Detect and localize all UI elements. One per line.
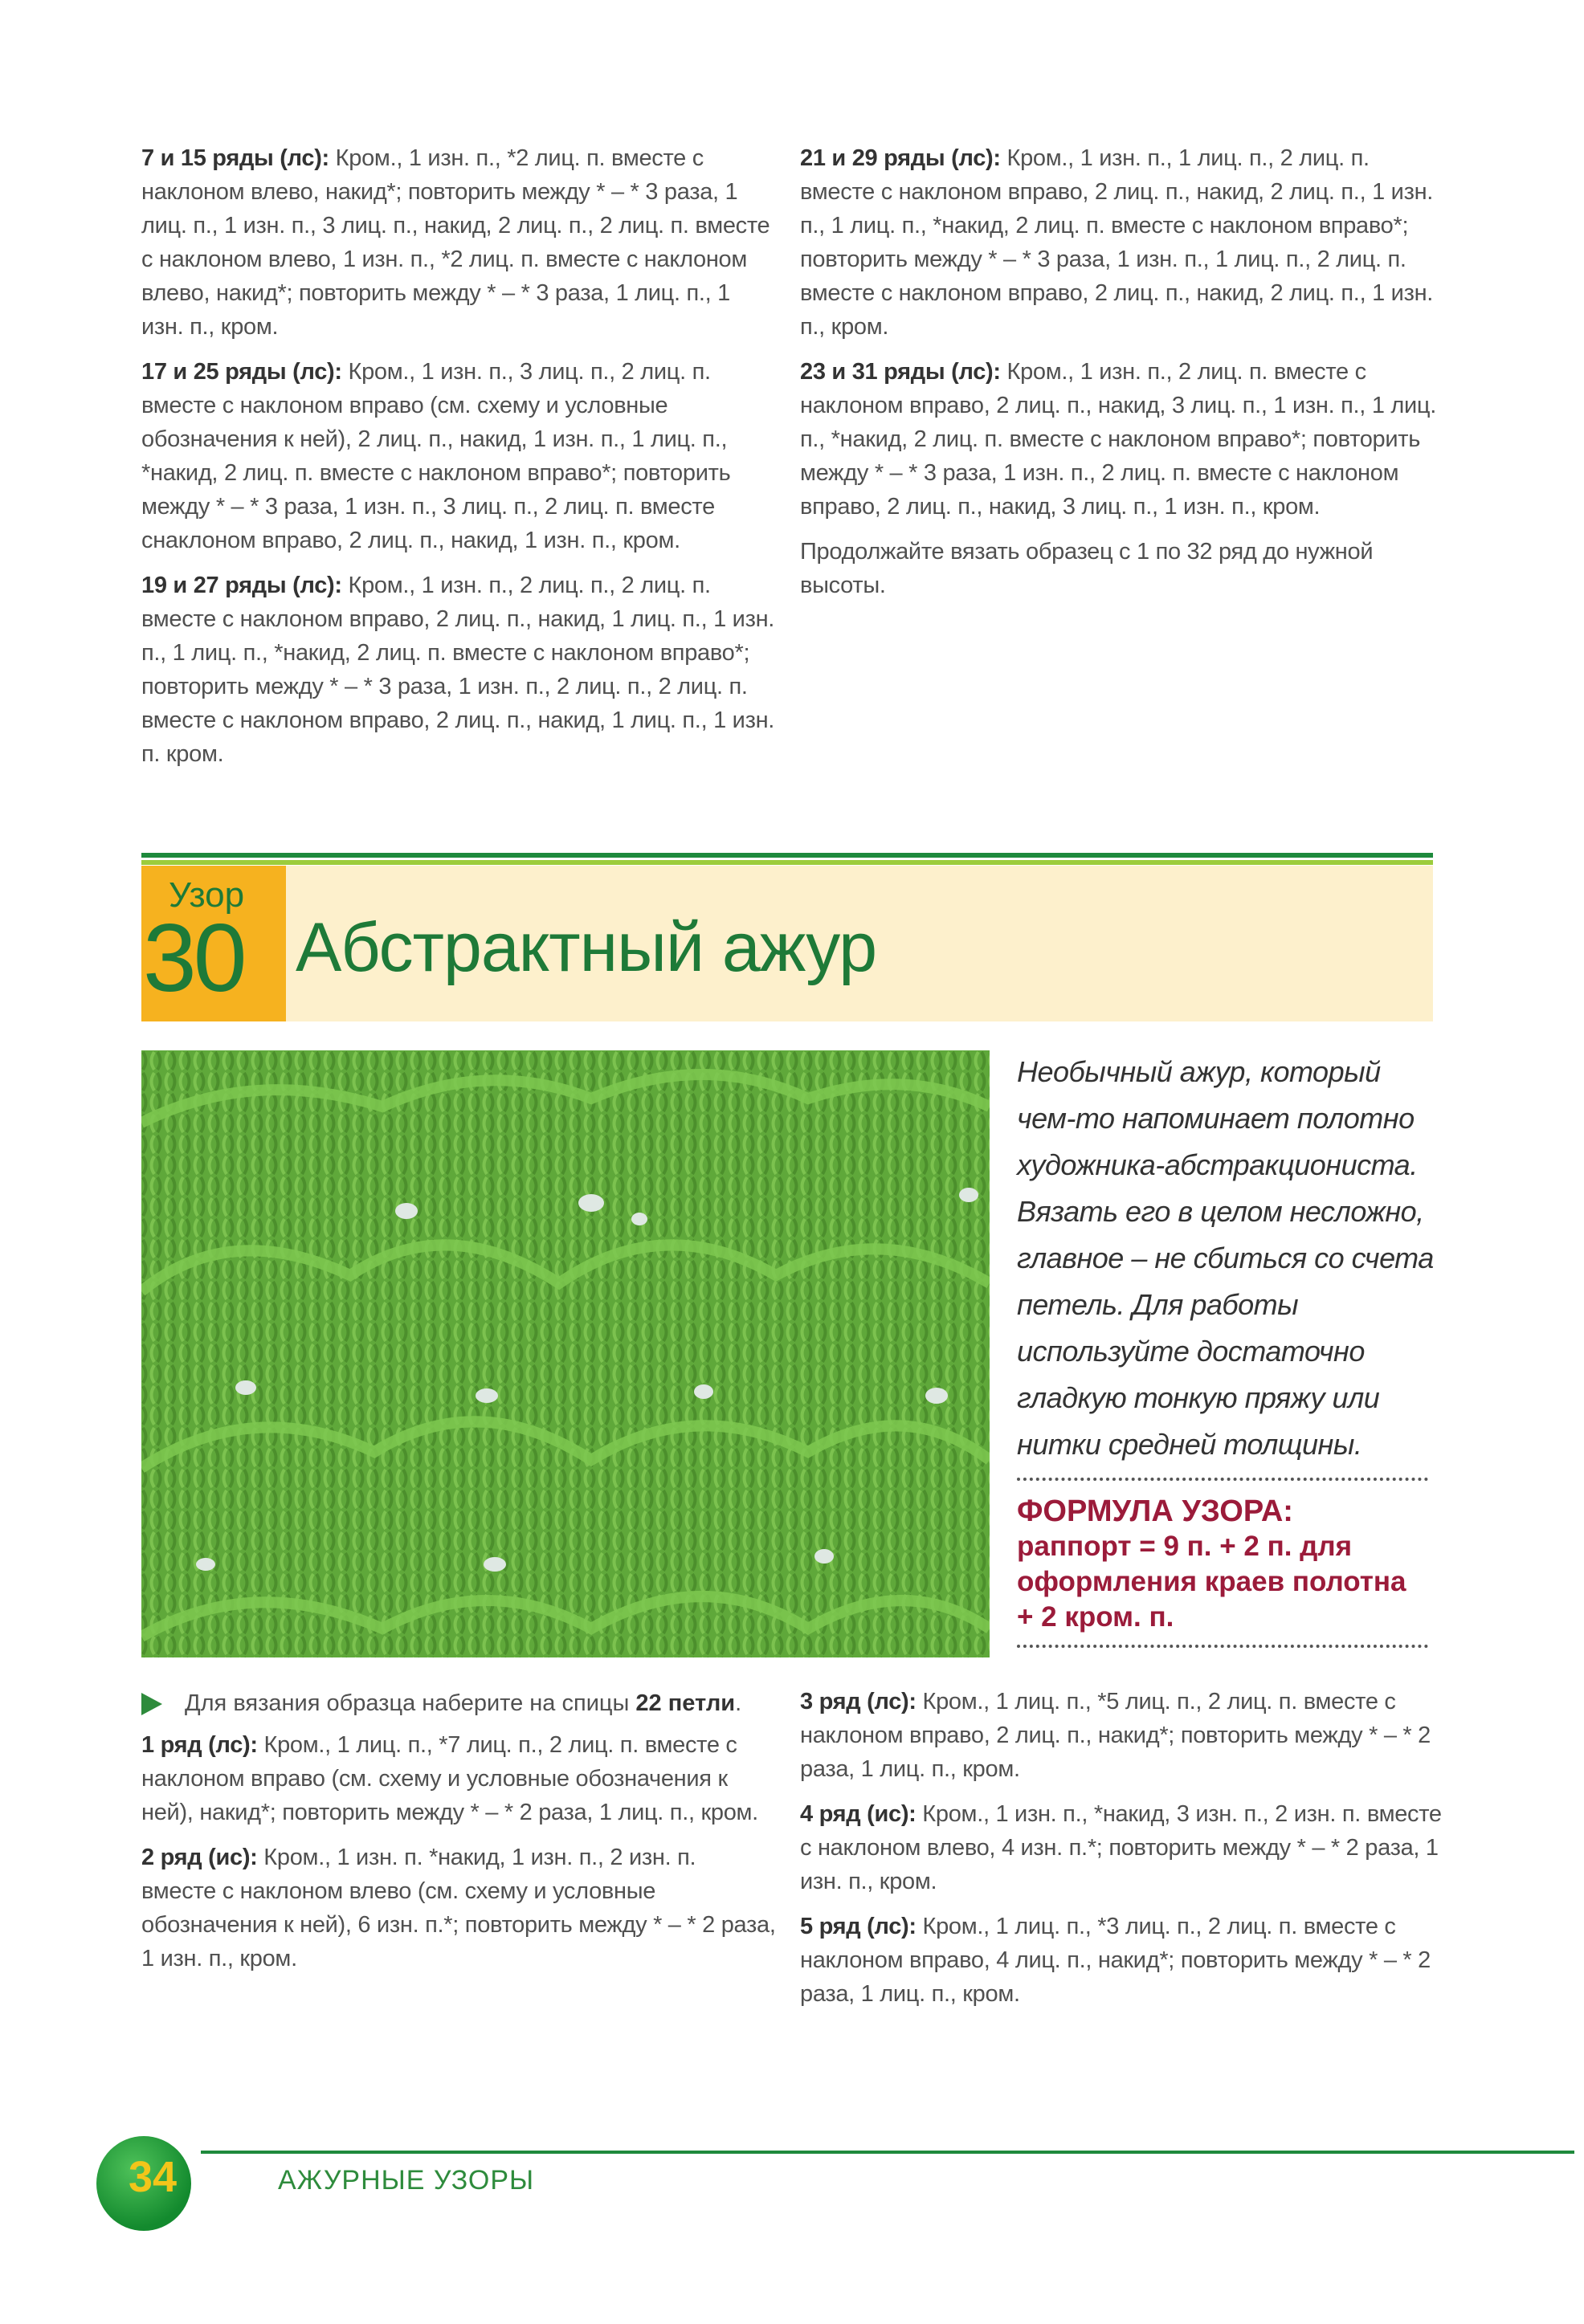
formula-text: раппорт = 9 п. + 2 п. для оформления краев полотна + 2 кром. п. xyxy=(1017,1531,1406,1633)
row-instruction: 23 и 31 ряды (лс): Кром., 1 изн. п., 2 лиц. п. вместе с наклоном вправо, 2 лиц. п., накид, 3 лиц. п., 1 изн. п., 1 лиц. п., *накид, 2 лиц. п. вместе с наклоном вправо*; повторить между * – * 3 раза, 1 изн. п., 2 лиц. п. вместе с наклоном вправо, 2 лиц. п., накид, 3 лиц. п., 1 изн. п., кром. xyxy=(800,359,1436,520)
row-instruction: 5 ряд (лс): Кром., 1 лиц. п., *3 лиц. п., 2 лиц. п. вместе с наклоном вправо, 4 лиц. п., накид*; повторить между * – * 2 раза, 1 лиц. п., кром. xyxy=(800,1914,1431,2007)
pattern-number: 30 xyxy=(143,904,244,1012)
pattern-title: Абстрактный ажур xyxy=(296,909,877,986)
header-stripes xyxy=(141,853,1433,866)
pattern-label: Узор xyxy=(169,875,245,915)
pattern-description: Необычный ажур, который чем-то напоминает полотно художника-абстракциониста. Вязать его в целом несложно, главное – не сбиться со счета петель. Для работы используйте достаточно гладкую тонкую пряжу или нитки средней толщины. xyxy=(1017,1055,1434,1461)
section-name: АЖУРНЫЕ УЗОРЫ xyxy=(278,2165,535,2196)
row-instruction: 4 ряд (ис): Кром., 1 изн. п., *накид, 3 изн. п., 2 изн. п. вместе с наклоном влево, 4 изн. п.*; повторить между * – * 2 раза, 1 изн. п., кром. xyxy=(800,1801,1442,1894)
instructions-column-top-left xyxy=(141,141,776,782)
row-instruction: 3 ряд (лс): Кром., 1 лиц. п., *5 лиц. п., 2 лиц. п. вместе с наклоном вправо, 2 лиц. п., накид*; повторить между * – * 2 раза, 1 лиц. п., кром. xyxy=(800,1689,1431,1782)
instructions-column-top-right xyxy=(800,141,1443,614)
row-instruction: 7 и 15 ряды (лс): Кром., 1 изн. п., *2 лиц. п. вместе с наклоном влево, накид*; повторить между * – * 3 раза, 1 лиц. п., 1 изн. п., 3 лиц. п., накид, 2 лиц. п., 2 лиц. п. вместе с наклоном влево, 1 изн. п., *2 лиц. п. вместе с наклоном влево, накид*; повторить между * – * 3 раза, 1 лиц. п., 1 изн. п., кром. xyxy=(141,145,770,340)
dotted-divider xyxy=(1017,1645,1428,1648)
dotted-divider xyxy=(1017,1478,1428,1481)
page-number: 34 xyxy=(129,2153,178,2201)
footer-rule xyxy=(201,2151,1574,2154)
row-instruction: 2 ряд (ис): Кром., 1 изн. п. *накид, 1 изн. п., 2 изн. п. вместе с наклоном влево (см. схему и условные обозначения к ней), 6 изн. п.*; повторить между * – * 2 раза, 1 изн. п., кром. xyxy=(141,1845,776,1971)
instructions-column-bottom-left xyxy=(141,1728,776,1987)
row-instruction: 21 и 29 ряды (лс): Кром., 1 изн. п., 1 лиц. п., 2 лиц. п. вместе с наклоном вправо, 2 лиц. п., накид, 2 лиц. п., 1 изн. п., 1 лиц. п., *накид, 2 лиц. п. вместе с наклоном вправо*; повторить между * – * 3 раза, 1 изн. п., 1 лиц. п., 2 лиц. п. вместе с наклоном вправо, 2 лиц. п., накид, 2 лиц. п., 1 изн. п., кром. xyxy=(800,145,1434,340)
instructions-column-bottom-right xyxy=(800,1685,1443,2022)
knit-sample-photo xyxy=(141,1050,990,1657)
continue-note: Продолжайте вязать образец с 1 по 32 ряд до нужной высоты. xyxy=(800,539,1374,598)
arrow-right-icon xyxy=(141,1693,162,1715)
cast-on-instruction: Для вязания образца наберите на спицы 22 петли. xyxy=(141,1686,741,1720)
row-instruction: 1 ряд (лс): Кром., 1 лиц. п., *7 лиц. п., 2 лиц. п. вместе с наклоном вправо (см. схему и условные обозначения к ней), накид*; повторить между * – * 2 раза, 1 лиц. п., кром. xyxy=(141,1732,758,1825)
row-instruction: 19 и 27 ряды (лс): Кром., 1 изн. п., 2 лиц. п., 2 лиц. п. вместе с наклоном вправо, 2 лиц. п., накид, 1 лиц. п., 1 изн. п., 1 лиц. п., *накид, 2 лиц. п. вместе с наклоном вправо*; повторить между * – * 3 раза, 1 изн. п., 2 лиц. п., 2 лиц. п. вместе с наклоном вправо, 2 лиц. п., накид, 1 лиц. п., 1 изн. п. кром. xyxy=(141,573,775,767)
row-instruction: 17 и 25 ряды (лс): Кром., 1 изн. п., 3 лиц. п., 2 лиц. п. вместе с наклоном вправо (см. схему и условные обозначения к ней), 2 лиц. п., накид, 1 изн. п., 1 лиц. п., *накид, 2 лиц. п. вместе с наклоном вправо*; повторить между * – * 3 раза, 1 изн. п., 3 лиц. п., 2 лиц. п. вместе снаклоном вправо, 2 лиц. п., накид, 1 изн. п., кром. xyxy=(141,359,731,553)
formula-title: ФОРМУЛА УЗОРА: xyxy=(1017,1494,1293,1528)
